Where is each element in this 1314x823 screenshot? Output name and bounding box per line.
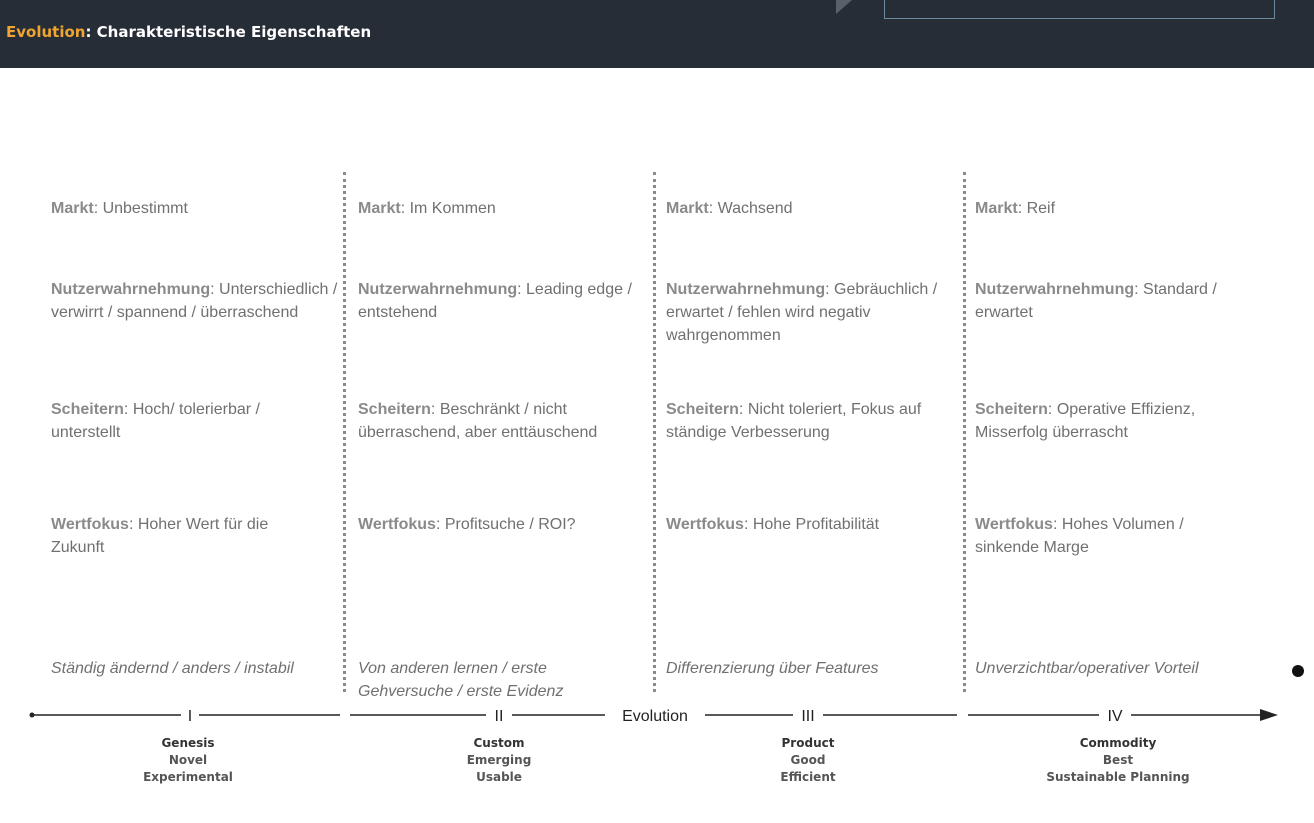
axis-label: Evolution (622, 708, 688, 725)
trait-wertfokus: Wertfokus: Hoher Wert für die Zukunft (51, 516, 269, 556)
trait-markt: Markt: Unbestimmt (51, 200, 188, 217)
stage-summary: Differenzierung über Features (666, 660, 879, 677)
decorative-dot (1292, 665, 1304, 677)
axis-numeral-4: IV (1107, 708, 1123, 725)
title-rest: : Charakteristische Eigenschaften (85, 23, 372, 41)
trait-markt: Markt: Reif (975, 200, 1056, 217)
stage-label-genesis: Genesis Novel Experimental (143, 736, 233, 784)
trait-nutzerwahrnehmung: Nutzerwahrnehmung: Unterschiedlich / verwirrt / spannend / überraschend (51, 281, 338, 321)
trait-scheitern: Scheitern: Beschränkt / nicht überraschend, aber enttäuschend (358, 401, 598, 441)
title-accent: Evolution (6, 23, 86, 41)
trait-scheitern: Scheitern: Nicht toleriert, Fokus auf ständige Verbesserung (666, 401, 922, 441)
stage-summary: Ständig ändernd / anders / instabil (51, 660, 294, 677)
trait-nutzerwahrnehmung: Nutzerwahrnehmung: Gebräuchlich / erwartet / fehlen wird negativ wahrgenommen (666, 281, 938, 344)
stage-label-custom: Custom Emerging Usable (466, 736, 532, 784)
stage-summary: Von anderen lernen / erste Gehversuche / erste Evidenz (358, 660, 564, 700)
stage-summary: Unverzichtbar/operativer Vorteil (975, 660, 1199, 677)
axis-numeral-1: I (187, 708, 193, 725)
axis-numeral-3: III (801, 708, 815, 725)
trait-nutzerwahrnehmung: Nutzerwahrnehmung: Leading edge / entstehend (358, 281, 632, 321)
trait-wertfokus: Wertfokus: Hohes Volumen / sinkende Marge (975, 516, 1184, 556)
trait-markt: Markt: Wachsend (666, 200, 793, 217)
stage-label-product: Product Good Efficient (780, 736, 836, 784)
stage-label-commodity: Commodity Best Sustainable Planning (1046, 736, 1190, 784)
trait-wertfokus: Wertfokus: Hohe Profitabilität (666, 516, 880, 533)
trait-markt: Markt: Im Kommen (358, 200, 496, 217)
axis-arrowhead (1260, 709, 1278, 721)
trait-scheitern: Scheitern: Hoch/ tolerierbar / unterstellt (51, 401, 260, 441)
trait-wertfokus: Wertfokus: Profitsuche / ROI? (358, 516, 576, 533)
trait-scheitern: Scheitern: Operative Effizienz, Misserfolg überrascht (975, 401, 1196, 441)
trait-nutzerwahrnehmung: Nutzerwahrnehmung: Standard / erwartet (975, 281, 1217, 321)
axis-numeral-2: II (494, 708, 504, 725)
